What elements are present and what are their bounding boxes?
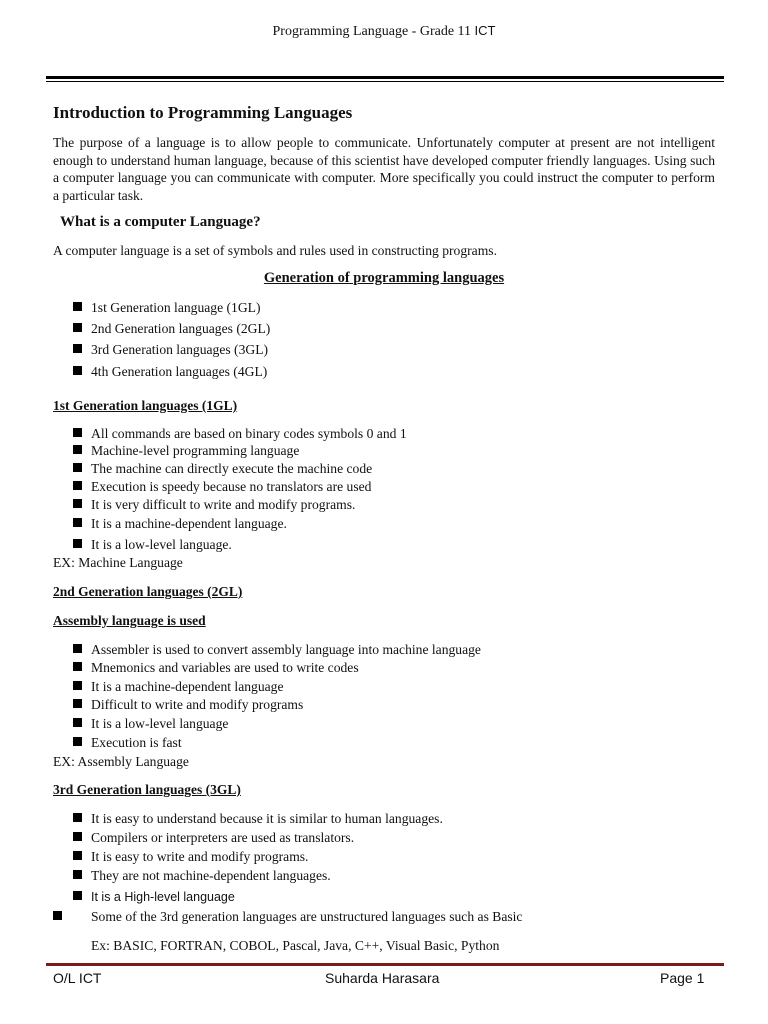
gen2-item: Mnemonics and variables are used to write codes [73,660,359,676]
bullet-square-icon [73,481,82,490]
gen2-item: It is a machine-dependent language [73,679,284,695]
header-rule-top [46,76,724,79]
footer-left: O/L ICT [53,970,102,986]
gen1-item: Machine-level programming language [73,443,299,459]
intro-paragraph: The purpose of a language is to allow people to communicate. Unfortunately computer at present are not intelligent enough to understand human language, because of this scientist have developed computer friendly languages. Using such a computer language you can communicate with computer. More specifically you could instruct the computer to perform a particular task. [53,135,715,203]
footer-rule [46,963,724,966]
generation-item: 3rd Generation languages (3GL) [73,342,268,358]
header-title-text: Programming Language - Grade 11 [272,24,472,39]
footer-page-number: Page 1 [660,970,705,986]
footer-center: Suharda Harasara [325,970,440,986]
gen2-example: EX: Assembly Language [53,754,189,769]
bullet-square-icon [73,463,82,472]
bullet-square-icon [73,870,82,879]
bullet-square-icon [73,644,82,653]
gen1-item: It is very difficult to write and modify programs. [73,497,355,513]
gen1-heading: 1st Generation languages (1GL) [53,398,238,413]
generation-item: 1st Generation language (1GL) [73,300,260,316]
bullet-square-icon [73,813,82,822]
gen2-item: Difficult to write and modify programs [73,697,303,713]
bullet-square-icon [73,718,82,727]
gen2-item: Assembler is used to convert assembly language into machine language [73,642,481,658]
gen3-item: It is easy to write and modify programs. [73,849,308,865]
bullet-square-icon [73,737,82,746]
bullet-square-icon [73,323,82,332]
gen2-item: It is a low-level language [73,716,228,732]
header-rule-bottom [46,81,724,82]
what-is-definition: A computer language is a set of symbols and rules used in constructing programs. [53,243,497,258]
gen1-example: EX: Machine Language [53,555,183,570]
bullet-square-icon [73,518,82,527]
generations-heading: Generation of programming languages [263,270,505,286]
bullet-square-icon [73,681,82,690]
bullet-square-icon [73,832,82,841]
gen1-item: The machine can directly execute the machine code [73,461,372,477]
gen1-item: Execution is speedy because no translators are used [73,479,371,495]
generation-item: 4th Generation languages (4GL) [73,364,267,380]
bullet-square-icon [73,499,82,508]
bullet-square-icon [53,911,62,920]
what-is-heading: What is a computer Language? [60,214,261,230]
bullet-square-icon [73,851,82,860]
gen3-item: It is a High-level language [73,889,235,905]
intro-heading: Introduction to Programming Languages [53,103,353,122]
gen1-item: It is a low-level language. [73,537,232,553]
bullet-square-icon [73,539,82,548]
gen2-subheading: Assembly language is used [53,613,206,628]
bullet-square-icon [73,891,82,900]
generation-item: 2nd Generation languages (2GL) [73,321,270,337]
gen2-item: Execution is fast [73,735,182,751]
gen3-heading: 3rd Generation languages (3GL) [53,782,241,797]
gen3-example: Ex: BASIC, FORTRAN, COBOL, Pascal, Java, C++, Visual Basic, Python [91,938,500,953]
bullet-square-icon [73,699,82,708]
bullet-square-icon [73,445,82,454]
header-title-suffix: ICT [474,23,496,38]
gen3-item: It is easy to understand because it is similar to human languages. [73,811,443,827]
bullet-square-icon [73,366,82,375]
gen3-extra-item: Some of the 3rd generation languages are unstructured languages such as Basic [53,909,522,925]
gen3-item: They are not machine-dependent languages. [73,868,331,884]
gen3-item: Compilers or interpreters are used as translators. [73,830,354,846]
bullet-square-icon [73,344,82,353]
gen1-item: It is a machine-dependent language. [73,516,287,532]
page-header-title [0,23,768,40]
bullet-square-icon [73,662,82,671]
bullet-square-icon [73,302,82,311]
bullet-square-icon [73,428,82,437]
gen2-heading: 2nd Generation languages (2GL) [53,584,243,599]
gen1-item: All commands are based on binary codes symbols 0 and 1 [73,426,407,442]
